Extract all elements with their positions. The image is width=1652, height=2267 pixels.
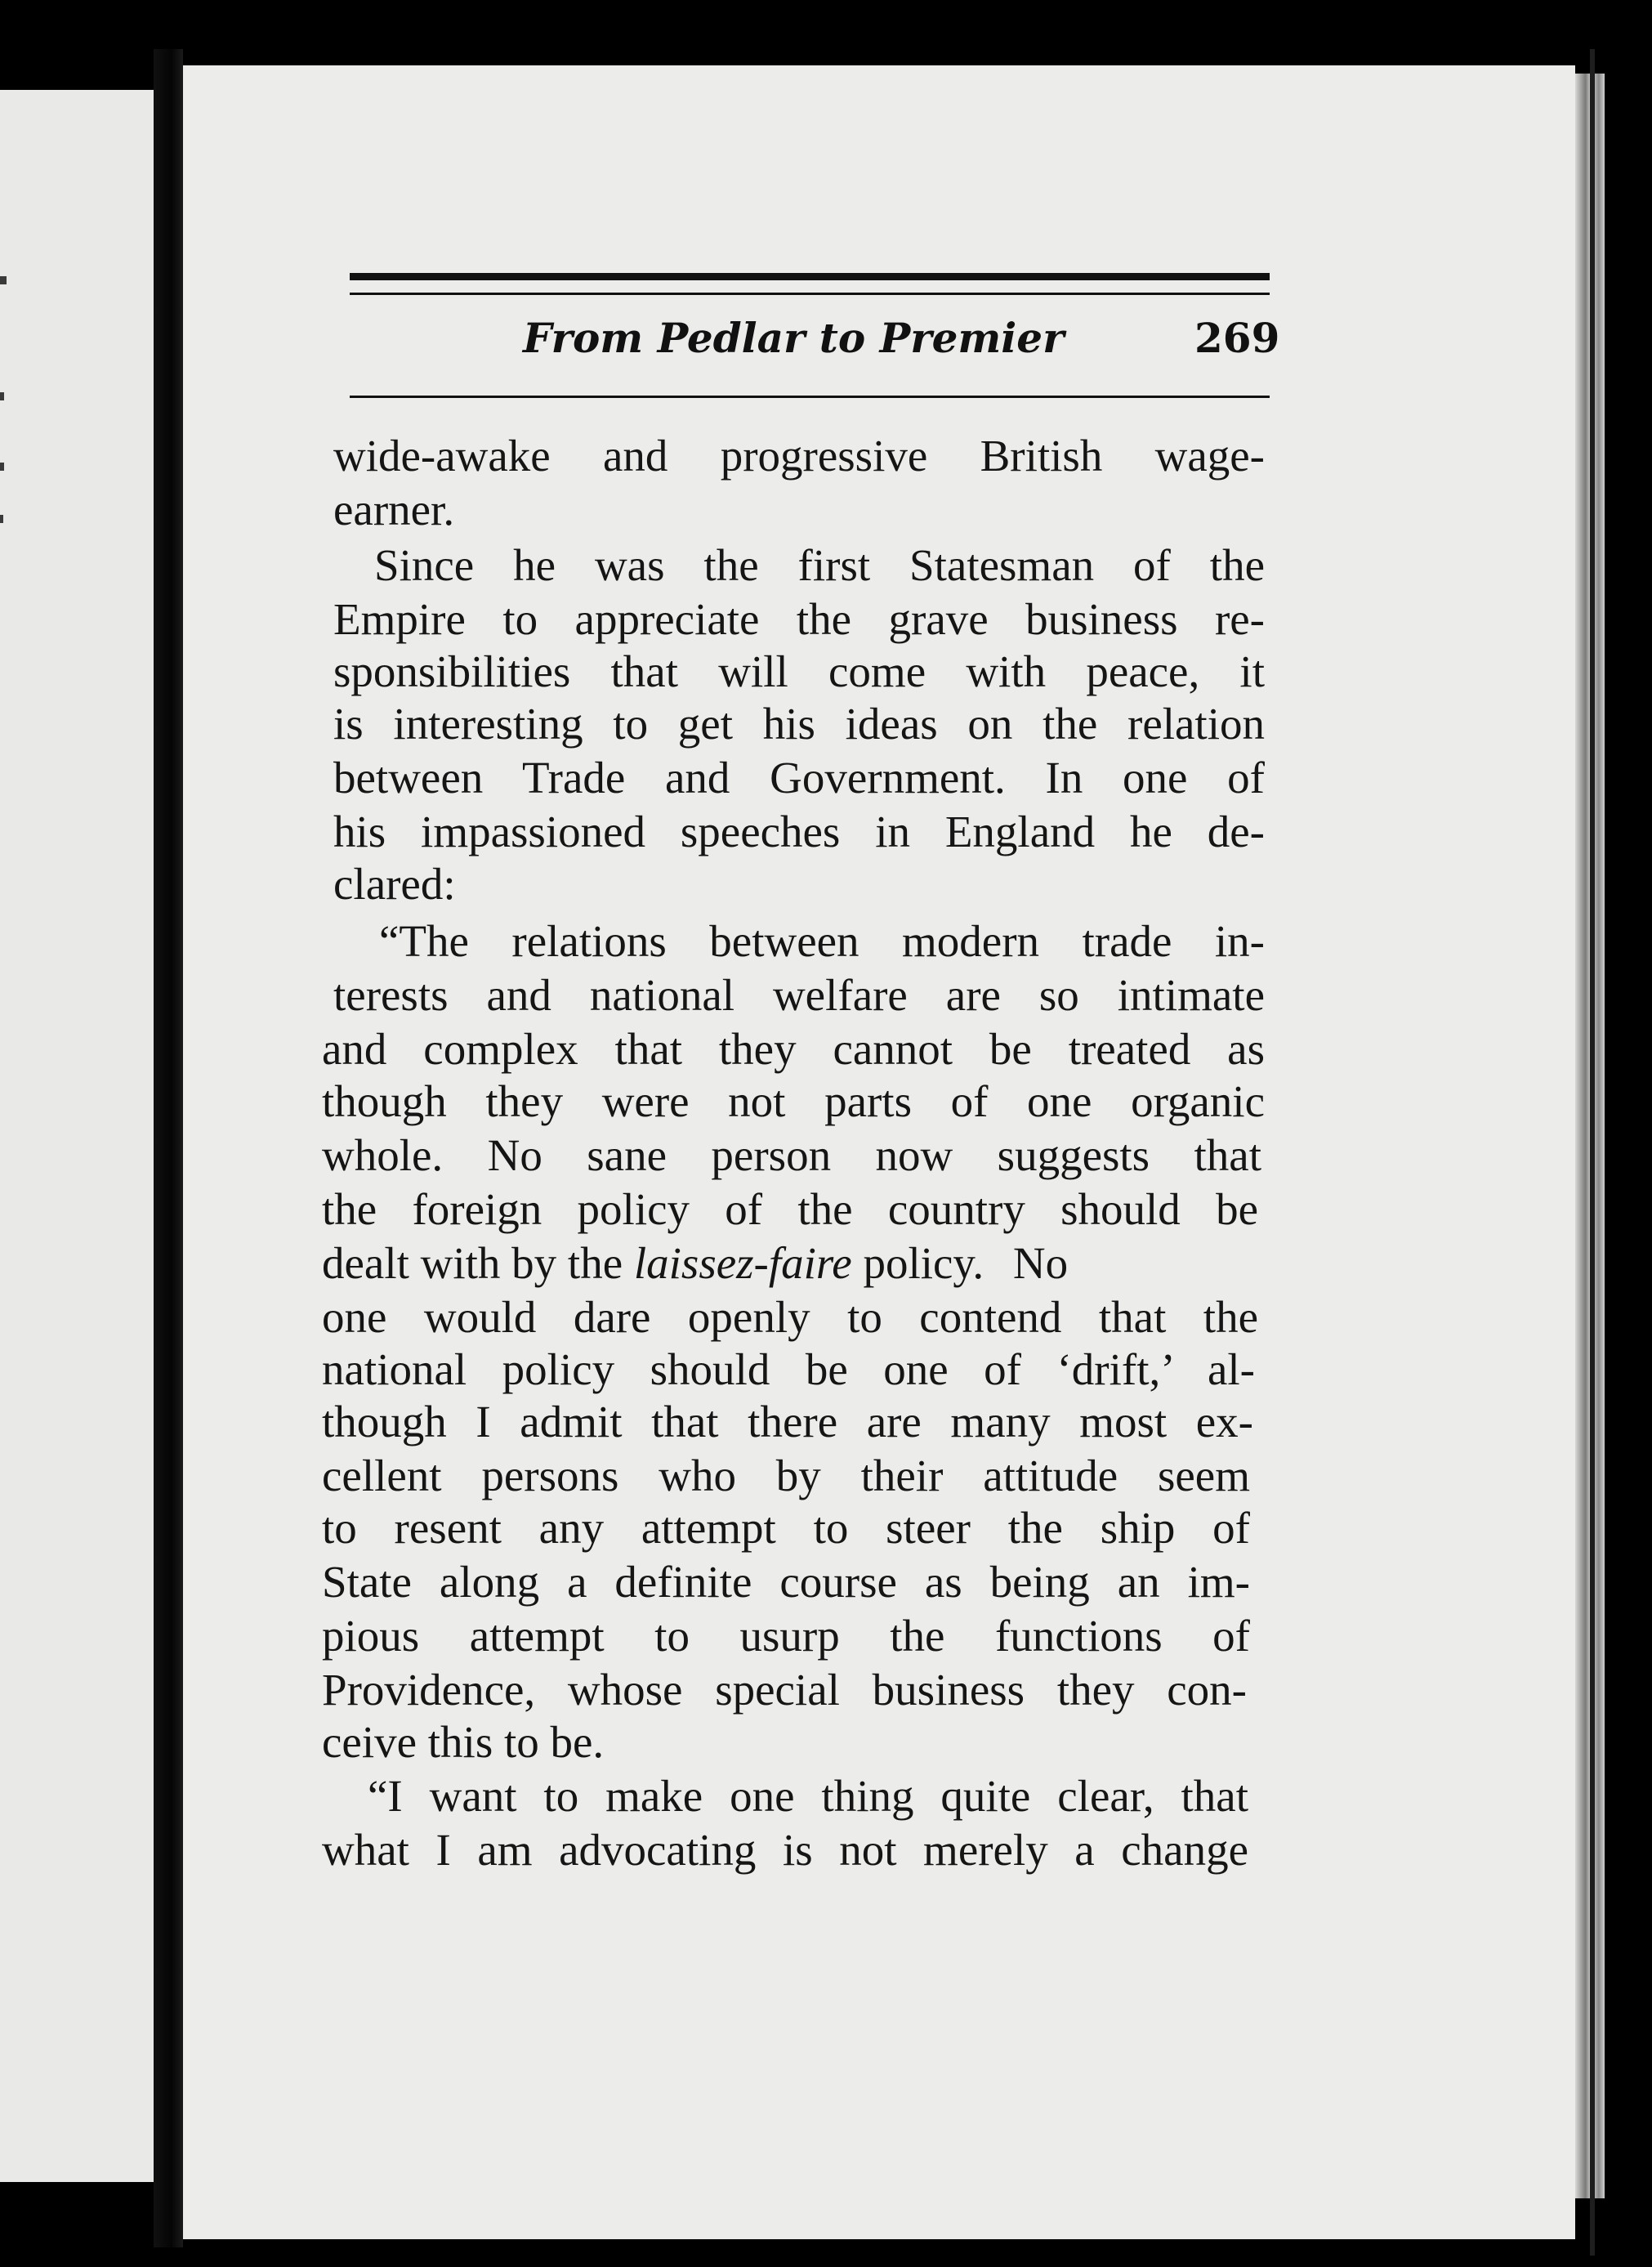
text-line: sponsibilities that will come with peace, it bbox=[333, 646, 1265, 696]
margin-mark bbox=[0, 392, 4, 400]
text-line: Since he was the first Statesman of the bbox=[374, 540, 1265, 590]
text-line: ceive this to be. bbox=[322, 1717, 605, 1767]
text-line: his impassioned speeches in England he de- bbox=[333, 807, 1265, 856]
text-line: earner. bbox=[333, 485, 455, 534]
text-segment: policy. No bbox=[863, 1238, 1069, 1288]
text-line: what I am advocating is not merely a change bbox=[322, 1825, 1248, 1875]
margin-mark bbox=[0, 276, 7, 284]
text-line: national policy should be one of ‘drift,’ al- bbox=[322, 1344, 1255, 1394]
margin-mark bbox=[0, 463, 4, 471]
text-line: Providence, whose special business they con- bbox=[322, 1665, 1247, 1715]
text-line: “The relations between modern trade in- bbox=[379, 916, 1265, 966]
book-gutter bbox=[154, 49, 183, 2247]
margin-mark bbox=[0, 515, 3, 523]
text-line: though I admit that there are many most ex- bbox=[322, 1397, 1253, 1446]
header-rule-thin bbox=[350, 293, 1270, 295]
text-line: whole. No sane person now suggests that bbox=[322, 1130, 1261, 1180]
italic-phrase: laissez-faire bbox=[633, 1238, 852, 1288]
text-line: and complex that they cannot be treated as bbox=[322, 1024, 1265, 1074]
text-line: terests and national welfare are so intimate bbox=[333, 970, 1265, 1020]
text-line: State along a definite course as being an im- bbox=[322, 1557, 1250, 1607]
text-line: though they were not parts of one organic bbox=[322, 1076, 1265, 1126]
page-number: 269 bbox=[1194, 314, 1280, 362]
text-line: cellent persons who by their attitude seem bbox=[322, 1451, 1250, 1500]
text-line: to resent any attempt to steer the ship of bbox=[322, 1503, 1250, 1553]
text-line: Empire to appreciate the grave business re- bbox=[333, 594, 1265, 644]
text-line: clared: bbox=[333, 859, 456, 909]
text-line: pious attempt to usurp the functions of bbox=[322, 1611, 1250, 1661]
page-edge-shadow bbox=[1590, 49, 1595, 2256]
text-line: one would dare openly to contend that the bbox=[322, 1292, 1258, 1342]
running-head: From Pedlar to Premier bbox=[523, 314, 1065, 362]
left-facing-page bbox=[0, 90, 154, 2182]
text-line: “I want to make one thing quite clear, that bbox=[368, 1771, 1248, 1821]
text-line: wide-awake and progressive British wage- bbox=[333, 431, 1265, 481]
text-line: is interesting to get his ideas on the relation bbox=[333, 699, 1265, 749]
text-segment: dealt with by the bbox=[322, 1238, 623, 1288]
text-line-mixed bbox=[322, 1238, 1258, 1288]
header-rule-bottom bbox=[350, 396, 1270, 398]
text-line: between Trade and Government. In one of bbox=[333, 753, 1265, 803]
header-rule-thick bbox=[350, 273, 1270, 280]
text-line: the foreign policy of the country should be bbox=[322, 1184, 1258, 1234]
